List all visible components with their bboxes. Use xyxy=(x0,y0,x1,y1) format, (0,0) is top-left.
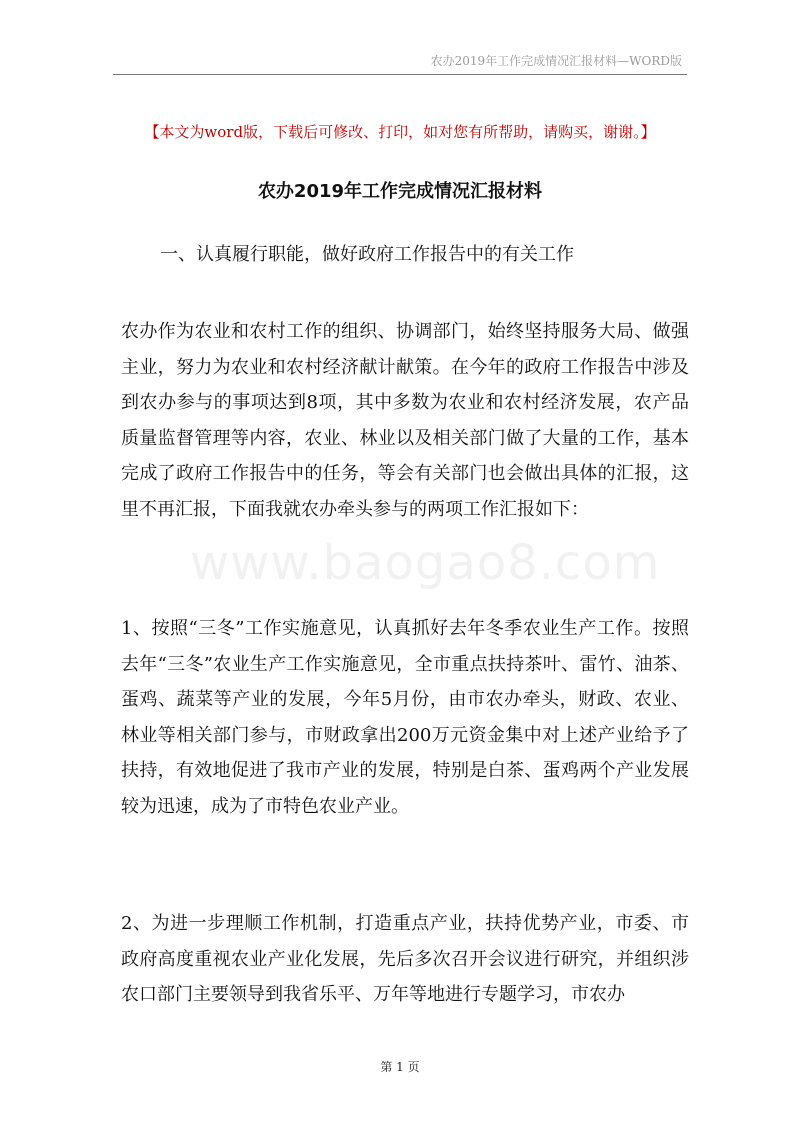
section-heading: 一、认真履行职能，做好政府工作报告中的有关工作 xyxy=(160,244,574,265)
document-title: 农办2019年工作完成情况汇报材料 xyxy=(257,181,543,202)
page-number: 第 1 页 xyxy=(380,1060,420,1074)
watermark: www.baogao8.com xyxy=(190,535,661,591)
purchase-notice: 【本文为word版，下载后可修改、打印，如对您有所帮助，请购买，谢谢。】 xyxy=(144,123,656,141)
running-header: 农办2019年工作完成情况汇报材料—WORD版 xyxy=(430,54,682,68)
paragraph-item-1: 1、按照“三冬”工作实施意见，认真抓好去年冬季农业生产工作。按照去年“三冬”农业生产工作实施意见，全市重点扶持茶叶、雷竹、油茶、蛋鸡、蔬菜等产业的发展，今年5月份，由市农办牵头，财政、农业、林业等相关部门参与，市财政拿出200万元资金集中对上述产业给予了扶持，有效地促进了我市产业的发展，特别是白茶、蛋鸡两个产业发展较为迅速，成为了市特色农业产业。 xyxy=(121,618,689,817)
header-divider xyxy=(113,74,687,75)
paragraph-intro: 农办作为农业和农村工作的组织、协调部门，始终坚持服务大局、做强主业，努力为农业和农村经济献计献策。在今年的政府工作报告中涉及到农办参与的事项达到8项，其中多数为农业和农村经济发展，农产品质量监督管理等内容，农业、林业以及相关部门做了大量的工作，基本完成了政府工作报告中的任务，等会有关部门也会做出具体的汇报，这里不再汇报，下面我就农办牵头参与的两项工作汇报如下： xyxy=(121,321,689,520)
paragraph-item-2: 2、为进一步理顺工作机制，打造重点产业，扶持优势产业，市委、市政府高度重视农业产业化发展，先后多次召开会议进行研究，并组织涉农口部门主要领导到我省乐平、万年等地进行专题学习，市农办 xyxy=(121,913,689,1005)
